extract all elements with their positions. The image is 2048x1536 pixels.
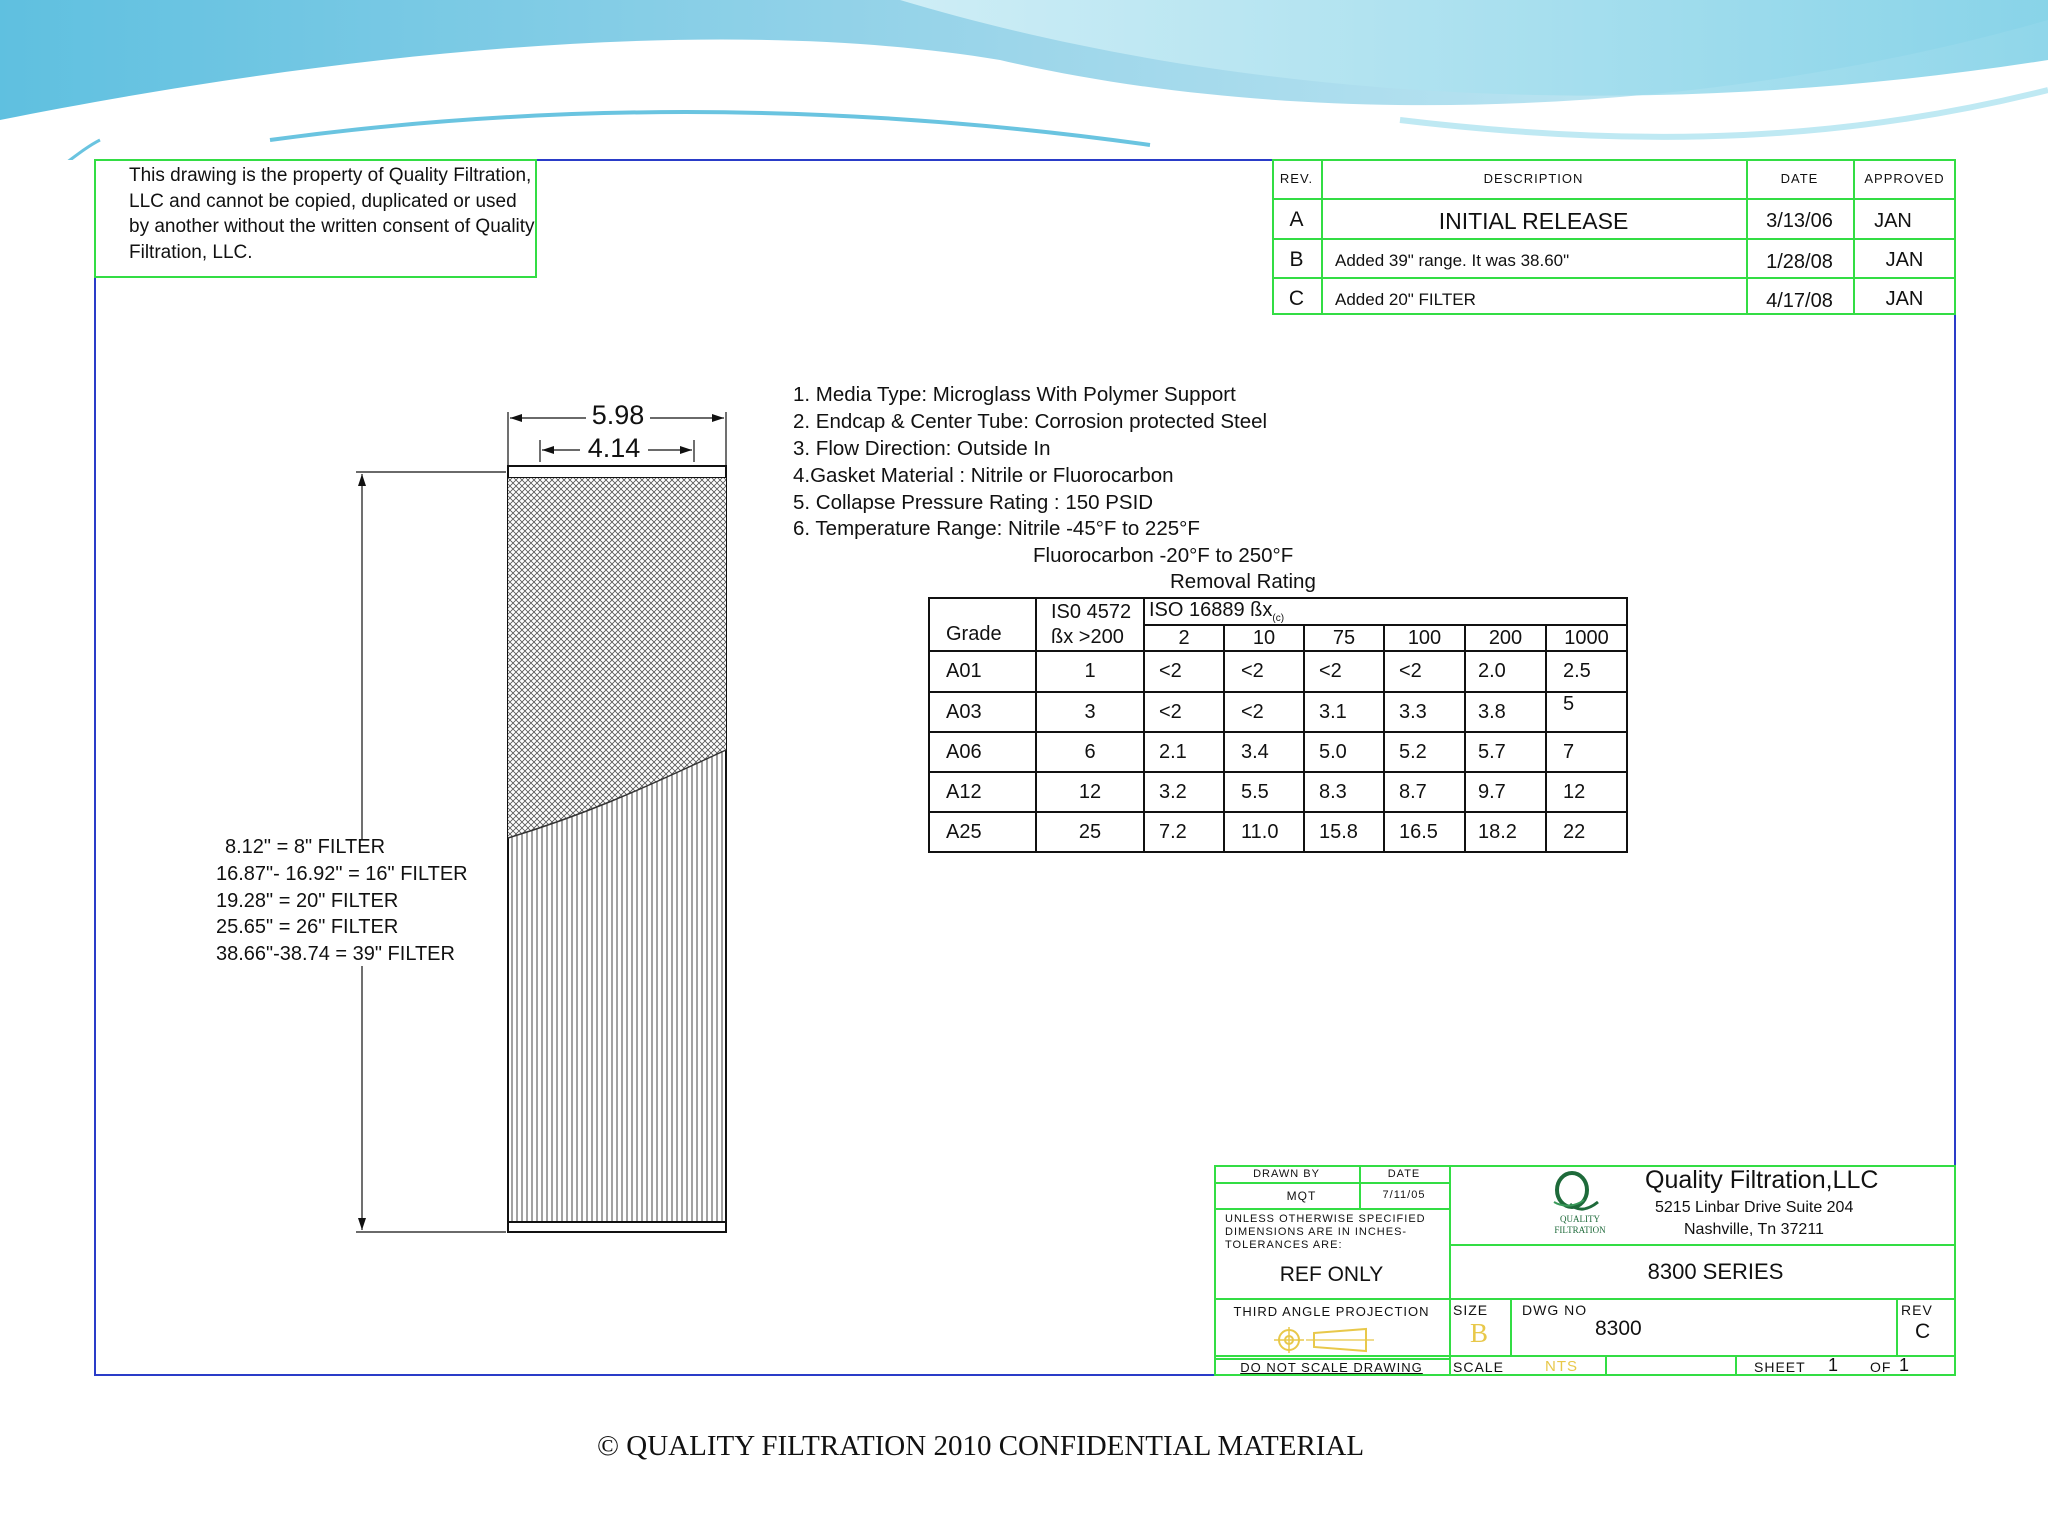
description-header: DESCRIPTION bbox=[1483, 171, 1584, 186]
iso4572-header-cell bbox=[1036, 598, 1144, 625]
spec-note: 3. Flow Direction: Outside In bbox=[793, 436, 1051, 460]
grade-cell: A12 bbox=[929, 772, 1036, 812]
property-notice-text: This drawing is the property of Quality Filtration, LLC and cannot be copied, duplicated or used by another without the written consent of Quality Filtration, LLC. bbox=[129, 165, 535, 263]
rev-approved: JAN bbox=[1885, 249, 1924, 271]
beta-cell: <2 bbox=[1144, 692, 1224, 732]
beta-cell: 3.3 bbox=[1384, 692, 1465, 732]
length-notes bbox=[216, 834, 468, 968]
outer-diameter-label: 5.98 bbox=[591, 400, 645, 430]
rev-value: C bbox=[1915, 1320, 1931, 1343]
beta-column-header: 2 bbox=[1144, 625, 1224, 651]
beta-cell: 2.5 bbox=[1546, 651, 1627, 692]
grade-cell: A06 bbox=[929, 732, 1036, 772]
size-label: SIZE bbox=[1453, 1302, 1489, 1318]
beta-cell: 5.5 bbox=[1224, 772, 1304, 812]
length-note: 8.12" = 8" FILTER bbox=[225, 836, 386, 858]
iso4572-header: IS0 4572 bbox=[1051, 600, 1132, 623]
rev-date: 1/28/08 bbox=[1766, 251, 1833, 273]
spec-note: 2. Endcap & Center Tube: Corrosion protected Steel bbox=[793, 409, 1268, 433]
grade-cell: A25 bbox=[929, 812, 1036, 852]
iso4572-cell: 6 bbox=[1036, 732, 1144, 772]
beta-cell: <2 bbox=[1384, 651, 1465, 692]
projection-label: THIRD ANGLE PROJECTION bbox=[1233, 1304, 1430, 1319]
removal-rating-table bbox=[928, 597, 1628, 853]
dwg-no-label: DWG NO bbox=[1522, 1302, 1588, 1318]
rev-label: REV bbox=[1901, 1302, 1933, 1318]
rev-description: Added 39" range. It was 38.60" bbox=[1335, 251, 1570, 270]
beta-cell: <2 bbox=[1224, 692, 1304, 732]
size-value: B bbox=[1470, 1318, 1489, 1348]
iso16889-header: ISO 16889 ßx bbox=[1149, 599, 1273, 621]
beta-cell: <2 bbox=[1304, 651, 1384, 692]
beta-cell: 5.7 bbox=[1465, 732, 1546, 772]
filter-element-drawing bbox=[340, 400, 740, 1240]
beta-column-header: 1000 bbox=[1546, 625, 1627, 651]
beta-cell: 3.4 bbox=[1224, 732, 1304, 772]
beta-cell: 5 bbox=[1546, 692, 1627, 732]
iso16889-subscript: (c) bbox=[1272, 613, 1285, 624]
drawn-by-label: DRAWN BY bbox=[1253, 1168, 1320, 1180]
beta-cell: <2 bbox=[1224, 651, 1304, 692]
rev-date: 3/13/06 bbox=[1766, 210, 1833, 232]
logo-text: QUALITY FILTRATION bbox=[1554, 1214, 1606, 1235]
beta-cell: <2 bbox=[1144, 651, 1224, 692]
beta-cell: 3.1 bbox=[1304, 692, 1384, 732]
beta-cell: 16.5 bbox=[1384, 812, 1465, 852]
approved-header: APPROVED bbox=[1864, 171, 1945, 186]
table-row bbox=[929, 732, 1627, 772]
iso4572-cell: 25 bbox=[1036, 812, 1144, 852]
rev-header: REV. bbox=[1279, 171, 1314, 186]
scale-label: SCALE bbox=[1453, 1359, 1504, 1375]
inner-diameter-label: 4.14 bbox=[587, 433, 641, 463]
title-block-divider bbox=[1214, 1182, 1449, 1184]
beta-cell: 22 bbox=[1546, 812, 1627, 852]
beta-cell: 18.2 bbox=[1465, 812, 1546, 852]
date-value: 7/11/05 bbox=[1382, 1189, 1426, 1201]
rev-letter: B bbox=[1289, 248, 1304, 271]
company-name: Quality Filtration,LLC bbox=[1645, 1166, 1879, 1194]
beta-cell: 2.0 bbox=[1465, 651, 1546, 692]
grade-cell: A03 bbox=[929, 692, 1036, 732]
length-note: 19.28" = 20" FILTER bbox=[216, 889, 399, 912]
beta-cell: 15.8 bbox=[1304, 812, 1384, 852]
beta-cell: 2.1 bbox=[1144, 732, 1224, 772]
iso4572-cell: 1 bbox=[1036, 651, 1144, 692]
third-angle-projection-icon bbox=[1270, 1325, 1400, 1355]
beta-cell: 8.3 bbox=[1304, 772, 1384, 812]
date-header: DATE bbox=[1780, 171, 1819, 186]
iso16889-header-cell bbox=[1144, 598, 1627, 625]
iso4572-subheader: ßx >200 bbox=[1051, 626, 1124, 648]
spec-note: 4.Gasket Material : Nitrile or Fluorocarbon bbox=[793, 463, 1174, 487]
rev-date: 4/17/08 bbox=[1766, 290, 1833, 312]
beta-cell: 8.7 bbox=[1384, 772, 1465, 812]
do-not-scale-label: DO NOT SCALE DRAWING bbox=[1240, 1360, 1423, 1375]
length-note: 16.87"- 16.92" = 16" FILTER bbox=[216, 862, 468, 885]
company-address-line2: Nashville, Tn 37211 bbox=[1684, 1221, 1824, 1238]
iso4572-cell: 12 bbox=[1036, 772, 1144, 812]
beta-cell: 3.8 bbox=[1465, 692, 1546, 732]
table-row bbox=[929, 812, 1627, 852]
tolerance-note: UNLESS OTHERWISE SPECIFIED DIMENSIONS ARE IN INCHES- TOLERANCES ARE: bbox=[1225, 1213, 1426, 1251]
header-wave-decoration bbox=[0, 0, 2048, 160]
of-label: OF bbox=[1870, 1359, 1892, 1375]
beta-cell: 11.0 bbox=[1224, 812, 1304, 852]
beta-cell: 12 bbox=[1546, 772, 1627, 812]
beta-cell: 5.0 bbox=[1304, 732, 1384, 772]
beta-column-header: 75 bbox=[1304, 625, 1384, 651]
sheet-value: 1 bbox=[1828, 1355, 1839, 1375]
scale-value: NTS bbox=[1545, 1358, 1578, 1375]
rev-description: Added 20" FILTER bbox=[1335, 290, 1476, 309]
rev-letter: A bbox=[1289, 208, 1304, 231]
dwg-no-value: 8300 bbox=[1595, 1317, 1642, 1340]
date-label: DATE bbox=[1387, 1168, 1421, 1180]
grade-header: Grade bbox=[946, 623, 1002, 645]
title-block-divider bbox=[1214, 1355, 1956, 1357]
confidential-footer: © QUALITY FILTRATION 2010 CONFIDENTIAL MATERIAL bbox=[597, 1430, 1365, 1462]
beta-column-header: 10 bbox=[1224, 625, 1304, 651]
spec-note: 6. Temperature Range: Nitrile -45°F to 225°F bbox=[793, 517, 1200, 541]
of-value: 1 bbox=[1899, 1355, 1910, 1375]
beta-cell: 9.7 bbox=[1465, 772, 1546, 812]
iso4572-cell: 3 bbox=[1036, 692, 1144, 732]
beta-cell: 3.2 bbox=[1144, 772, 1224, 812]
spec-note: Fluorocarbon -20°F to 250°F bbox=[1033, 544, 1294, 568]
sheet-label: SHEET bbox=[1754, 1359, 1806, 1375]
tolerance-value: REF ONLY bbox=[1279, 1263, 1384, 1286]
title-block-divider bbox=[1214, 1298, 1956, 1300]
beta-column-header: 200 bbox=[1465, 625, 1546, 651]
table-row bbox=[929, 692, 1627, 732]
rev-letter: C bbox=[1288, 287, 1305, 310]
title-block-divider bbox=[1896, 1298, 1898, 1355]
beta-column-header: 100 bbox=[1384, 625, 1465, 651]
title-block-divider bbox=[1605, 1355, 1607, 1376]
title-block-divider bbox=[1510, 1298, 1512, 1355]
table-row bbox=[929, 772, 1627, 812]
spec-note: 5. Collapse Pressure Rating : 150 PSID bbox=[793, 490, 1154, 514]
spec-notes bbox=[793, 382, 1293, 570]
grade-cell: A01 bbox=[929, 651, 1036, 692]
title-block-divider bbox=[1735, 1355, 1737, 1376]
beta-cell: 7 bbox=[1546, 732, 1627, 772]
drawn-by-value: MQT bbox=[1286, 1189, 1317, 1203]
removal-rating-caption: Removal Rating bbox=[1170, 570, 1316, 593]
iso4572-subheader-cell bbox=[1036, 625, 1144, 651]
title-block-divider bbox=[1214, 1208, 1449, 1210]
length-note: 25.65" = 26" FILTER bbox=[216, 916, 399, 939]
beta-cell: 5.2 bbox=[1384, 732, 1465, 772]
company-address-line1: 5215 Linbar Drive Suite 204 bbox=[1655, 1199, 1854, 1216]
series-title: 8300 SERIES bbox=[1647, 1259, 1784, 1284]
length-note: 38.66"-38.74 = 39" FILTER bbox=[216, 943, 455, 966]
rev-approved: JAN bbox=[1885, 288, 1924, 310]
grade-header-cell bbox=[929, 598, 1036, 651]
rev-description: INITIAL RELEASE bbox=[1438, 208, 1629, 234]
spec-note: 1. Media Type: Microglass With Polymer Support bbox=[793, 383, 1236, 406]
rev-approved: JAN bbox=[1874, 210, 1912, 232]
table-row bbox=[929, 651, 1627, 692]
beta-cell: 7.2 bbox=[1144, 812, 1224, 852]
title-block-divider bbox=[1449, 1244, 1956, 1246]
